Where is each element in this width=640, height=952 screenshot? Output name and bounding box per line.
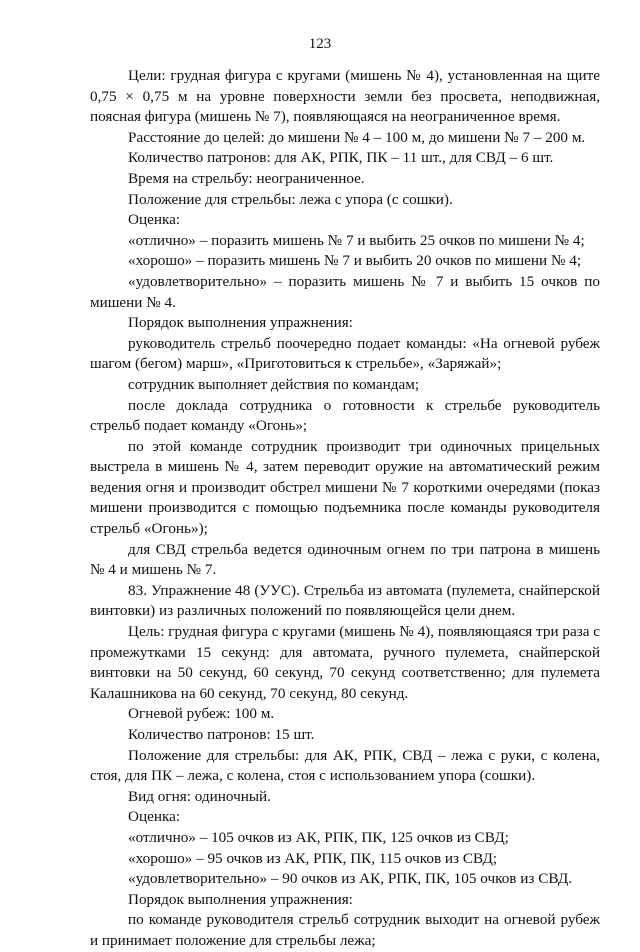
paragraph-ex48-grading-heading: Оценка:: [128, 808, 181, 826]
paragraph-ex48-grade-good: «хорошо» – 95 очков из АК, РПК, ПК, 115 очков из СВД;: [128, 849, 498, 867]
paragraph-ex48-procedure-heading: Порядок выполнения упражнения:: [128, 890, 353, 908]
paragraph-grade-excellent: «отлично» – поразить мишень № 7 и выбить 25 очков по мишени № 4;: [128, 231, 585, 249]
paragraph-ex48-cartridges: Количество патронов: 15 шт.: [128, 726, 315, 743]
paragraph-procedure-fire-command: после доклада сотрудника о готовности к стрельбе руководитель стрельб подает команду «Огонь»;: [90, 396, 600, 435]
paragraph-grade-good: «хорошо» – поразить мишень № 7 и выбить 20 очков по мишени № 4;: [128, 252, 582, 270]
document-body: [90, 66, 600, 952]
paragraph-ex48-target: Цель: грудная фигура с кругами (мишень № 4), появляющаяся три раза с промежутками 15 секунд: для автомата, ручного пулемета, снайперской винтовки на 50 секунд, 60 секунд, 70 секунд соответственно; для пулемета Калашникова на 60 секунд, 70 секунд, 80 секунд.: [90, 623, 601, 702]
page-number: 123: [308, 36, 332, 52]
paragraph-procedure-svd: для СВД стрельба ведется одиночным огнем по три патрона в мишень № 4 и мишень № 7.: [90, 540, 600, 579]
paragraph-ex48-position: Положение для стрельбы: для АК, РПК, СВД – лежа с руки, с колена, стоя, для ПК – лежа, с колена, стоя с использованием упора (сошки).: [90, 746, 600, 785]
paragraph-ex48-grade-excellent: «отлично» – 105 очков из АК, РПК, ПК, 125 очков из СВД;: [128, 828, 509, 846]
paragraph-exercise-83: 83. Упражнение 48 (УУС). Стрельба из автомата (пулемета, снайперской винтовки) из различных положений по появляющейся цели днем.: [90, 581, 600, 620]
paragraph-ex48-grade-satisfactory: «удовлетворительно» – 90 очков из АК, РПК, ПК, 105 очков из СВД.: [128, 870, 573, 888]
paragraph-procedure-firing: по этой команде сотрудник производит три одиночных прицельных выстрела в мишень № 4, затем переводит оружие на автоматический режим ведения огня и производит обстрел мишени № 7 короткими очередями (показ мишени производится с помощью подъемника после команды руководителя стрельб «Огонь»);: [90, 437, 600, 538]
paragraph-ex48-line: Огневой рубеж: 100 м.: [128, 705, 275, 723]
paragraph-procedure-actions: сотрудник выполняет действия по командам;: [128, 375, 420, 393]
paragraph-procedure-commands: руководитель стрельб поочередно подает команды: «На огневой рубеж шагом (бегом) марш», «Приготовиться к стрельбе», «Заряжай»;: [90, 334, 600, 373]
paragraph-ex48-procedure-start: по команде руководителя стрельб сотрудник выходит на огневой рубеж и принимает положение для стрельбы лежа;: [90, 911, 600, 949]
paragraph-ex48-fire-type: Вид огня: одиночный.: [128, 787, 271, 805]
paragraph-targets: Цели: грудная фигура с кругами (мишень № 4), установленная на щите 0,75 × 0,75 м на уровне поверхности земли без просвета, неподвижная, поясная фигура (мишень № 7), появляющаяся на неограниченное время.: [90, 67, 600, 126]
paragraph-grading-heading: Оценка:: [128, 211, 181, 229]
paragraph-position: Положение для стрельбы: лежа с упора (с сошки).: [128, 190, 453, 208]
paragraph-time: Время на стрельбу: неограниченное.: [128, 169, 365, 187]
paragraph-cartridges: Количество патронов: для АК, РПК, ПК – 11 шт., для СВД – 6 шт.: [128, 149, 554, 167]
paragraph-grade-satisfactory: «удовлетворительно» – поразить мишень № 7 и выбить 15 очков по мишени № 4.: [90, 272, 600, 311]
paragraph-distance: Расстояние до целей: до мишени № 4 – 100 м, до мишени № 7 – 200 м.: [128, 128, 586, 146]
paragraph-procedure-heading: Порядок выполнения упражнения:: [128, 314, 353, 332]
